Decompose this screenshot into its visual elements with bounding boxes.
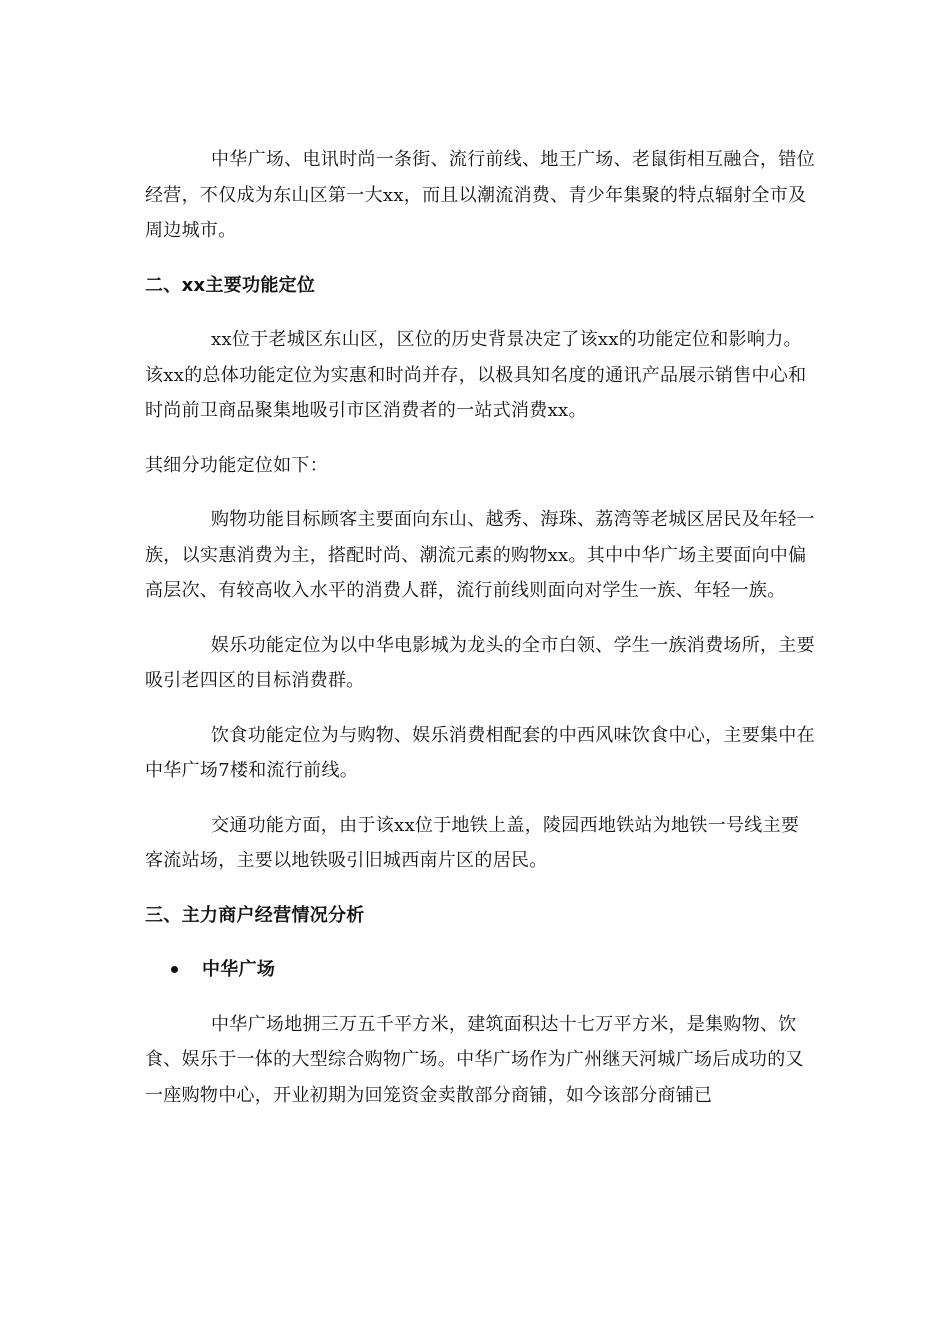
bullet-icon (171, 966, 178, 973)
paragraph-shopping: 购物功能目标顾客主要面向东山、越秀、海珠、荔湾等老城区居民及年轻一族，以实惠消费为主，搭配时尚、潮流元素的购物xx。其中中华广场主要面向中偏高层次、有较高收入水平的消费人群，流行前线则面向对学生一族、年轻一族。 (145, 509, 815, 601)
section-heading-3: 三、主力商户经营情况分析 (145, 904, 365, 926)
paragraph-transport: 交通功能方面，由于该xx位于地铁上盖，陵园西地铁站为地铁一号线主要客流站场，主要以地铁吸引旧城西南片区的居民。 (145, 814, 800, 871)
paragraph-subdivision: 其细分功能定位如下： (145, 454, 328, 476)
paragraph-dining: 饮食功能定位为与购物、娱乐消费相配套的中西风味饮食中心，主要集中在中华广场7楼和流行前线。 (145, 724, 815, 781)
paragraph-positioning: xx位于老城区东山区，区位的历史背景决定了该xx的功能定位和影响力。该xx的总体功能定位为实惠和时尚并存，以极具知名度的通讯产品展示销售中心和时尚前卫商品聚集地吸引市区消费者的一站式消费xx。 (145, 329, 807, 421)
paragraph-intro: 中华广场、电讯时尚一条街、流行前线、地王广场、老鼠街相互融合，错位经营，不仅成为东山区第一大xx，而且以潮流消费、青少年集聚的特点辐射全市及周边城市。 (145, 149, 815, 241)
bullet-label: 中华广场 (202, 959, 276, 980)
document-body (145, 142, 815, 1113)
paragraph-entertainment: 娱乐功能定位为以中华电影城为龙头的全市白领、学生一族消费场所，主要吸引老四区的目标消费群。 (145, 634, 815, 691)
bullet-item (145, 952, 815, 988)
section-heading-2: 二、xx主要功能定位 (145, 274, 316, 296)
paragraph-zhonghua: 中华广场地拥三万五千平方米，建筑面积达十七万平方米，是集购物、饮食、娱乐于一体的大型综合购物广场。中华广场作为广州继天河城广场后成功的又一座购物中心，开业初期为回笼资金卖散部分商铺，如今该部分商铺已 (145, 1013, 804, 1106)
